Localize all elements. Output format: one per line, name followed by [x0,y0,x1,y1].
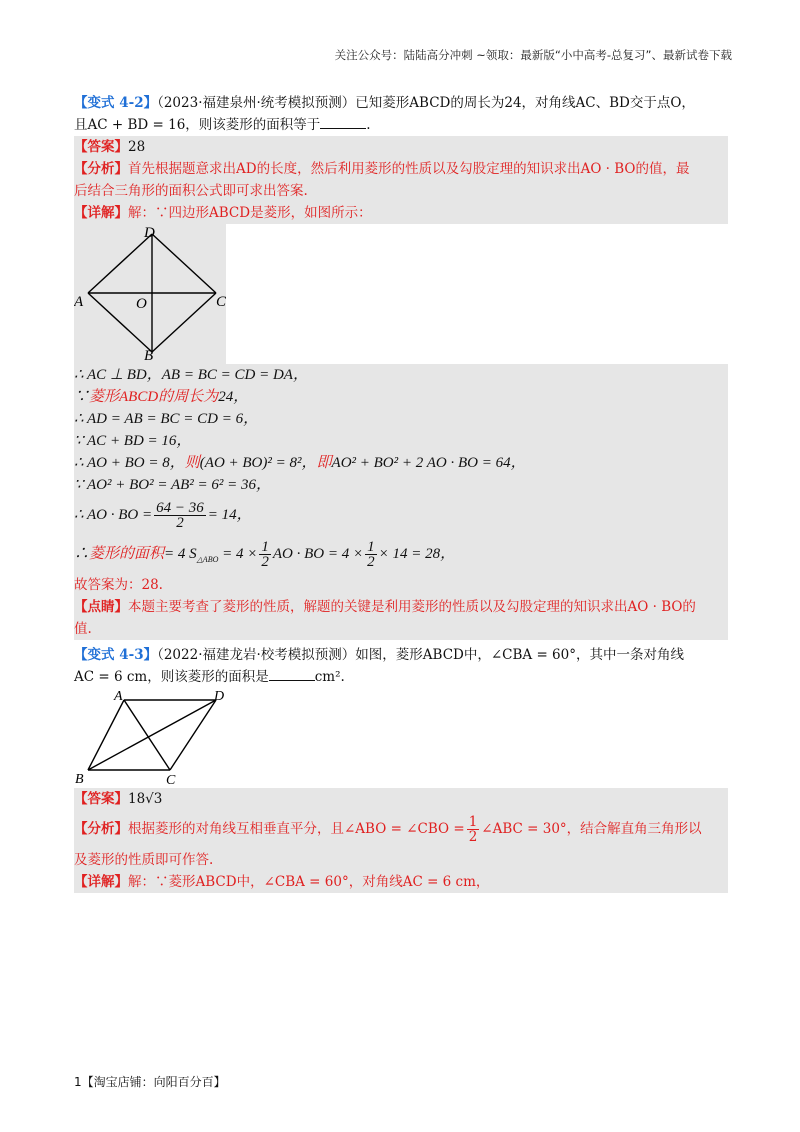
step-3: ∴ AD = AB = BC = CD = 6， [74,411,259,427]
rhombus-figure-1 [74,224,226,364]
solution-block-2 [74,788,728,893]
question-text: （2022·福建龙岩·校考模拟预测）如图，菱形ABCD中，∠CBA = 60°，其中一条对角线 [157,647,684,663]
solution-steps [74,364,728,640]
fraction-denominator: 2 [176,515,184,531]
vertex-label-b: B [75,772,84,787]
vertex-label-a: A [74,294,84,310]
vertex-label-a: A [114,689,123,704]
analysis-line1 [74,810,728,849]
step-5 [74,452,728,474]
fraction-denominator: 2 [367,554,375,570]
analysis-line2: 后结合三角形的面积公式即可求出答案. [74,183,308,199]
step-text: 菱形的面积 [89,545,165,562]
fraction-numerator: 1 [367,539,375,555]
answer-value: 28 [128,139,146,155]
analysis-line2: 及菱形的性质即可作答. [74,852,214,868]
vertex-label-b: B [144,348,154,364]
side-da [88,234,152,293]
step-7 [74,496,728,535]
step-8 [74,535,728,574]
step-text: 则 [184,455,200,471]
fraction-numerator: 1 [261,539,269,555]
answer-value: 18√3 [128,791,163,807]
step-text: (AO + BO)² = 8²， [199,455,317,471]
analysis-text: 根据菱形的对角线互相垂直平分，且∠ABO = ∠CBO = [128,821,465,837]
problem-4-2-question-line2 [74,114,728,136]
vertex-label-c: C [166,773,176,788]
fraction [154,501,206,530]
step-text: = 4 S [164,545,197,562]
detail-text: 解：∵四边形ABCD是菱形，如图所示： [128,205,372,221]
fraction [259,540,271,569]
problem-4-2-question-line1 [74,92,728,114]
problem-tag: 【变式 4-3】 [74,647,158,663]
answer-tag: 【答案】 [74,139,128,155]
problem-4-3-question-line1 [74,644,728,666]
solution-block [74,136,728,224]
detail-intro [74,202,728,224]
page-footer: 1【淘宝店铺：向阳百分百】 [74,1075,226,1089]
vertex-label-o: O [136,296,147,312]
fraction-denominator: 2 [261,554,269,570]
answer-tag: 【答案】 [74,791,128,807]
fraction-numerator: 1 [468,814,478,830]
question-text: AC = 6 cm，则该菱形的面积是 [74,669,269,685]
analysis-tag: 【分析】 [74,161,128,177]
analysis-text: 首先根据题意求出AD的长度，然后利用菱形的性质以及勾股定理的知识求出AO · BO的值，最 [128,161,690,177]
step-1: ∴ AC ⊥ BD，AB = BC = CD = DA， [74,367,308,383]
side-bc [152,293,216,352]
analysis-text: ∠ABC = 30°，结合解直角三角形以 [481,821,702,837]
question-unit: cm². [314,669,345,685]
problem-4-3-question-line2 [74,666,728,688]
review-line2: 值. [74,621,92,637]
detail-line [74,871,728,893]
step-2 [74,386,728,408]
side-cd [152,234,216,293]
question-period: . [366,117,371,133]
review-line1 [74,596,728,618]
conclusion: 故答案为：28. [74,577,163,593]
review-tag: 【点睛】 [74,599,128,615]
step-4: ∵ AC + BD = 16， [74,433,192,449]
analysis-tag: 【分析】 [74,821,128,837]
vertex-label-d: D [144,225,155,241]
answer-blank [320,116,366,129]
answer-blank [269,668,315,681]
vertex-label-c: C [216,294,226,310]
answer-line [74,136,728,158]
answer-line [74,788,728,810]
page-header: 关注公众号：陆陆高分冲刺 ~领取：最新版“小中高考-总复习”、最新试卷下载 [334,48,732,62]
document-body [74,92,728,893]
analysis-line1 [74,158,728,180]
fraction [467,815,480,844]
problem-tag: 【变式 4-2】 [74,95,158,111]
fraction-denominator: 2 [468,829,478,845]
step-text: ∴ [74,545,90,562]
step-text: AO² + BO² + 2 AO · BO = 64， [331,455,526,471]
step-text: 24， [218,389,249,405]
step-text: ∵ [74,389,90,405]
side-cd [170,700,216,770]
question-text: （2023·福建泉州·统考模拟预测）已知菱形ABCD的周长为24，对角线AC、BD交于点O， [157,95,695,111]
step-text: ∴ AO + BO = 8， [74,455,185,471]
diagonal-bd [88,700,216,770]
rhombus-figure-2 [74,688,224,788]
review-text: 本题主要考查了菱形的性质，解题的关键是利用菱形的性质以及勾股定理的知识求出AO · BO的 [128,599,696,615]
step-6: ∵ AO² + BO² = AB² = 6² = 36， [74,477,272,493]
step-text: AO · BO = 4 × [272,545,364,562]
subscript: △ABO [196,554,219,564]
step-text: 即 [316,455,332,471]
question-text: 且AC + BD = 16，则该菱形的面积等于 [74,117,321,133]
step-text: = 14， [207,506,252,523]
fraction [365,540,377,569]
detail-tag: 【详解】 [74,205,128,221]
step-text: × 14 = 28， [378,545,456,562]
fraction-numerator: 64 − 36 [156,500,204,516]
vertex-label-d: D [214,689,224,704]
step-text: = 4 × [222,545,258,562]
step-text: 菱形ABCD的周长为 [89,389,219,405]
diagonal-ac [124,700,170,770]
step-text: ∴ AO · BO = [74,506,153,523]
detail-text: 解：∵菱形ABCD中，∠CBA = 60°，对角线AC = 6 cm， [128,874,490,890]
detail-tag: 【详解】 [74,874,128,890]
